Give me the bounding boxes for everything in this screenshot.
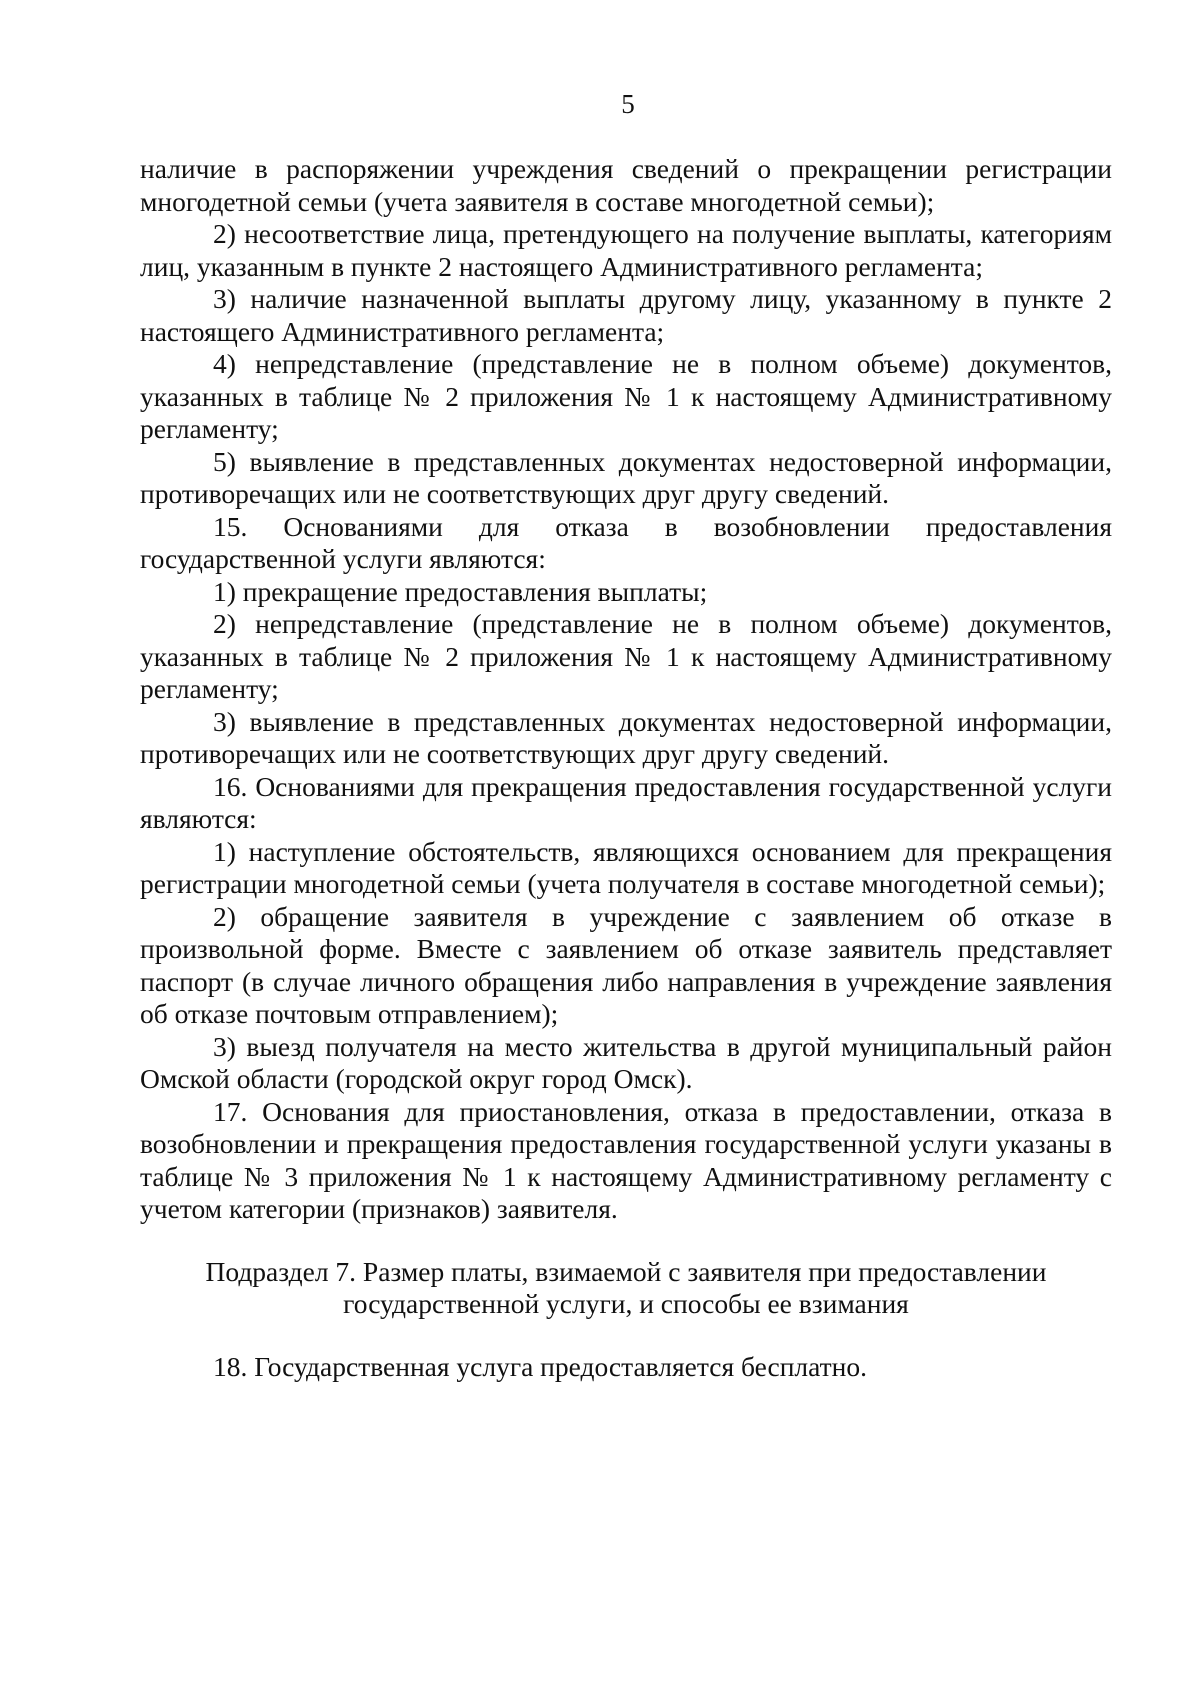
paragraph-clause-15-item-2: 2) непредставление (представление не в полном объеме) документов, указанных в таблице № 2 приложения № 1 к настоящему Административному регламенту; [140, 608, 1112, 704]
subsection-heading [140, 1256, 1112, 1321]
paragraph-clause-16-item-1: 1) наступление обстоятельств, являющихся основанием для прекращения регистрации многодетной семьи (учета получателя в составе многодетной семьи); [140, 835, 1112, 899]
paragraph-clause-18: 18. Государственная услуга предоставляется бесплатно. [213, 1350, 867, 1382]
paragraph-clause-17: 17. Основания для приостановления, отказа в предоставлении, отказа в возобновлении и прекращения предоставления государственной услуги указаны в таблице № 3 приложения № 1 к настоящему Административному регламенту с учетом категории (признаков) заявителя. [140, 1095, 1112, 1224]
subsection-heading-line-2: государственной услуги, и способы ее взимания [343, 1288, 909, 1319]
page-number: 5 [621, 89, 635, 119]
paragraph-continuation: наличие в распоряжении учреждения сведений о прекращении регистрации многодетной семьи (учета заявителя в составе многодетной семьи); [140, 153, 1112, 217]
paragraph-clause-15: 15. Основаниями для отказа в возобновлении предоставления государственной услуги являются: [140, 510, 1112, 574]
paragraph-item-3: 3) наличие назначенной выплаты другому лицу, указанному в пункте 2 настоящего Административного регламента; [140, 283, 1112, 347]
paragraph-clause-15-item-1: 1) прекращение предоставления выплаты; [213, 575, 708, 607]
subsection-heading-line-1: Подраздел 7. Размер платы, взимаемой с заявителя при предоставлении [205, 1255, 1047, 1287]
paragraph-clause-16-item-3: 3) выезд получателя на место жительства в другой муниципальный район Омской области (городской округ город Омск). [140, 1030, 1112, 1094]
paragraph-item-2: 2) несоответствие лица, претендующего на получение выплаты, категориям лиц, указанным в пункте 2 настоящего Административного регламента; [140, 218, 1112, 282]
paragraph-item-5: 5) выявление в представленных документах недостоверной информации, противоречащих или не соответствующих друг другу сведений. [140, 445, 1112, 509]
paragraph-clause-16-item-2: 2) обращение заявителя в учреждение с заявлением об отказе в произвольной форме. Вместе с заявлением об отказе заявитель представляет паспорт (в случае личного обращения либо направления в учреждение заявления об отказе почтовым отправлением); [140, 900, 1112, 1029]
paragraph-clause-16: 16. Основаниями для прекращения предоставления государственной услуги являются: [140, 770, 1112, 834]
document-body [140, 153, 1112, 1383]
paragraph-clause-15-item-3: 3) выявление в представленных документах недостоверной информации, противоречащих или не соответствующих друг другу сведений. [140, 705, 1112, 769]
paragraph-item-4: 4) непредставление (представление не в полном объеме) документов, указанных в таблице № 2 приложения № 1 к настоящему Административному регламенту; [140, 348, 1112, 444]
